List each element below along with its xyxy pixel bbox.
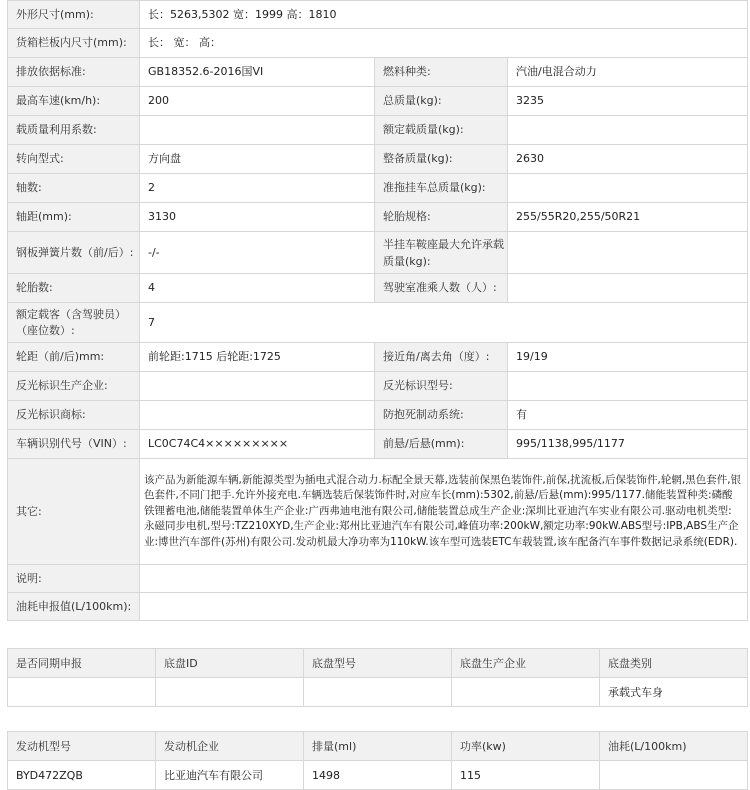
spec-row <box>8 232 748 274</box>
spec-label: 车辆识别代号（VIN）: <box>8 430 140 459</box>
spec-value: 方向盘 <box>140 145 375 174</box>
spec-row-dimensions <box>8 1 748 29</box>
spec-label: 防抱死制动系统: <box>375 401 508 430</box>
spec-label: 反光标识生产企业: <box>8 372 140 401</box>
spec-value <box>140 401 375 430</box>
engine-value: 比亚迪汽车有限公司 <box>156 761 304 790</box>
spec-value <box>508 372 748 401</box>
spec-row <box>8 174 748 203</box>
chassis-value <box>452 678 600 707</box>
chassis-value <box>304 678 452 707</box>
chassis-value <box>8 678 156 707</box>
spec-value: 前轮距:1715 后轮距:1725 <box>140 343 375 372</box>
spec-label: 转向型式: <box>8 145 140 174</box>
engine-value-row <box>8 761 748 790</box>
spec-row <box>8 274 748 303</box>
spec-value <box>140 116 375 145</box>
spec-label: 燃料种类: <box>375 58 508 87</box>
spec-value: 995/1138,995/1177 <box>508 430 748 459</box>
spec-row <box>8 87 748 116</box>
spec-value <box>508 174 748 203</box>
dimensions-label: 外形尺寸(mm): <box>8 1 140 29</box>
spec-value: 2 <box>140 174 375 203</box>
spec-row <box>8 203 748 232</box>
spec-label: 额定载质量(kg): <box>375 116 508 145</box>
spec-label: 轴数: <box>8 174 140 203</box>
spec-row-note <box>8 565 748 593</box>
spec-row <box>8 116 748 145</box>
dimensions-value: 长：5263,5302 宽：1999 高：1810 <box>140 1 748 29</box>
cargo-value: 长： 宽： 高： <box>140 29 748 58</box>
spec-row <box>8 343 748 372</box>
engine-header: 油耗(L/100km) <box>600 732 748 761</box>
spec-value <box>508 232 748 274</box>
chassis-value <box>156 678 304 707</box>
spec-value <box>508 116 748 145</box>
spec-label: 驾驶室准乘人数（人）: <box>375 274 508 303</box>
spec-label: 轮胎规格: <box>375 203 508 232</box>
spec-row <box>8 145 748 174</box>
spec-value: 255/55R20,255/50R21 <box>508 203 748 232</box>
spec-label: 轮距（前/后)mm: <box>8 343 140 372</box>
engine-value: BYD472ZQB <box>8 761 156 790</box>
spec-label: 反光标识商标: <box>8 401 140 430</box>
spec-label: 准拖挂车总质量(kg): <box>375 174 508 203</box>
chassis-header: 底盘类别 <box>600 649 748 678</box>
spec-value: 2630 <box>508 145 748 174</box>
spec-label: 钢板弹簧片数（前/后）: <box>8 232 140 274</box>
spec-row-cargo <box>8 29 748 58</box>
spec-row-other <box>8 459 748 565</box>
chassis-header-row <box>8 649 748 678</box>
spec-label: 前悬/后悬(mm): <box>375 430 508 459</box>
engine-header: 功率(kw) <box>452 732 600 761</box>
spec-value <box>140 372 375 401</box>
engine-header: 发动机型号 <box>8 732 156 761</box>
other-value: 该产品为新能源车辆,新能源类型为插电式混合动力.标配全景天幕,选装前保黑色装饰件,前保,扰流板,后保装饰件,轮辋,黑色套件,银色套件,不同门把手.允许外接充电.车辆选装后保装饰件时,对应车长(mm):5302,前悬/后悬(mm):995/1177.储能装置种类:磷酸铁锂蓄电池,储能装置单体生产企业:广西弗迪电池有限公司,储能装置总成生产企业:深圳比亚迪汽车实业有限公司.驱动电机类型:永磁同步电机,型号:TZ210XYD,生产企业:郑州比亚迪汽车有限公司,峰值功率:200kW,额定功率:90kW.ABS型号:IPB,ABS生产企业:博世汽车部件(苏州)有限公司.发动机最大净功率为110kW.该车型可选装ETC车载装置,该车配备汽车事件数据记录系统(EDR). <box>140 459 748 565</box>
chassis-header: 是否同期申报 <box>8 649 156 678</box>
spec-value: 汽油/电混合动力 <box>508 58 748 87</box>
chassis-header: 底盘生产企业 <box>452 649 600 678</box>
spec-row <box>8 58 748 87</box>
chassis-header: 底盘型号 <box>304 649 452 678</box>
spec-label: 载质量利用系数: <box>8 116 140 145</box>
spec-label: 轮胎数: <box>8 274 140 303</box>
chassis-header: 底盘ID <box>156 649 304 678</box>
engine-table <box>7 731 748 790</box>
engine-header-row <box>8 732 748 761</box>
spec-label: 轴距(mm): <box>8 203 140 232</box>
chassis-table <box>7 648 748 707</box>
engine-value: 1498 <box>304 761 452 790</box>
spec-value: -/- <box>140 232 375 274</box>
spec-value: LC0C74C4××××××××× <box>140 430 375 459</box>
spec-value: 3235 <box>508 87 748 116</box>
fuel-label: 油耗申报值(L/100km): <box>8 593 140 621</box>
spec-value <box>508 274 748 303</box>
spec-label: 半挂车鞍座最大允许承载质量(kg): <box>375 232 508 274</box>
seats-value: 7 <box>140 303 748 343</box>
fuel-value <box>140 593 748 621</box>
spec-value: 3130 <box>140 203 375 232</box>
note-label: 说明: <box>8 565 140 593</box>
other-label: 其它: <box>8 459 140 565</box>
spec-value: GB18352.6-2016国VI <box>140 58 375 87</box>
spec-label: 排放依据标准: <box>8 58 140 87</box>
spec-label: 总质量(kg): <box>375 87 508 116</box>
cargo-label: 货箱栏板内尺寸(mm): <box>8 29 140 58</box>
engine-header: 发动机企业 <box>156 732 304 761</box>
spec-table <box>7 0 748 621</box>
spec-value: 4 <box>140 274 375 303</box>
seats-label: 额定载客（含驾驶员）（座位数）: <box>8 303 140 343</box>
engine-value: 115 <box>452 761 600 790</box>
spec-row <box>8 401 748 430</box>
spec-row-seats <box>8 303 748 343</box>
spec-value: 19/19 <box>508 343 748 372</box>
spec-label: 反光标识型号: <box>375 372 508 401</box>
engine-header: 排量(ml) <box>304 732 452 761</box>
note-value <box>140 565 748 593</box>
chassis-value: 承载式车身 <box>600 678 748 707</box>
engine-value <box>600 761 748 790</box>
spec-label: 整备质量(kg): <box>375 145 508 174</box>
spec-row <box>8 372 748 401</box>
spec-row-fuel <box>8 593 748 621</box>
spec-label: 接近角/离去角（度）: <box>375 343 508 372</box>
spec-label: 最高车速(km/h): <box>8 87 140 116</box>
spec-value: 有 <box>508 401 748 430</box>
chassis-value-row <box>8 678 748 707</box>
spec-row <box>8 430 748 459</box>
spec-value: 200 <box>140 87 375 116</box>
